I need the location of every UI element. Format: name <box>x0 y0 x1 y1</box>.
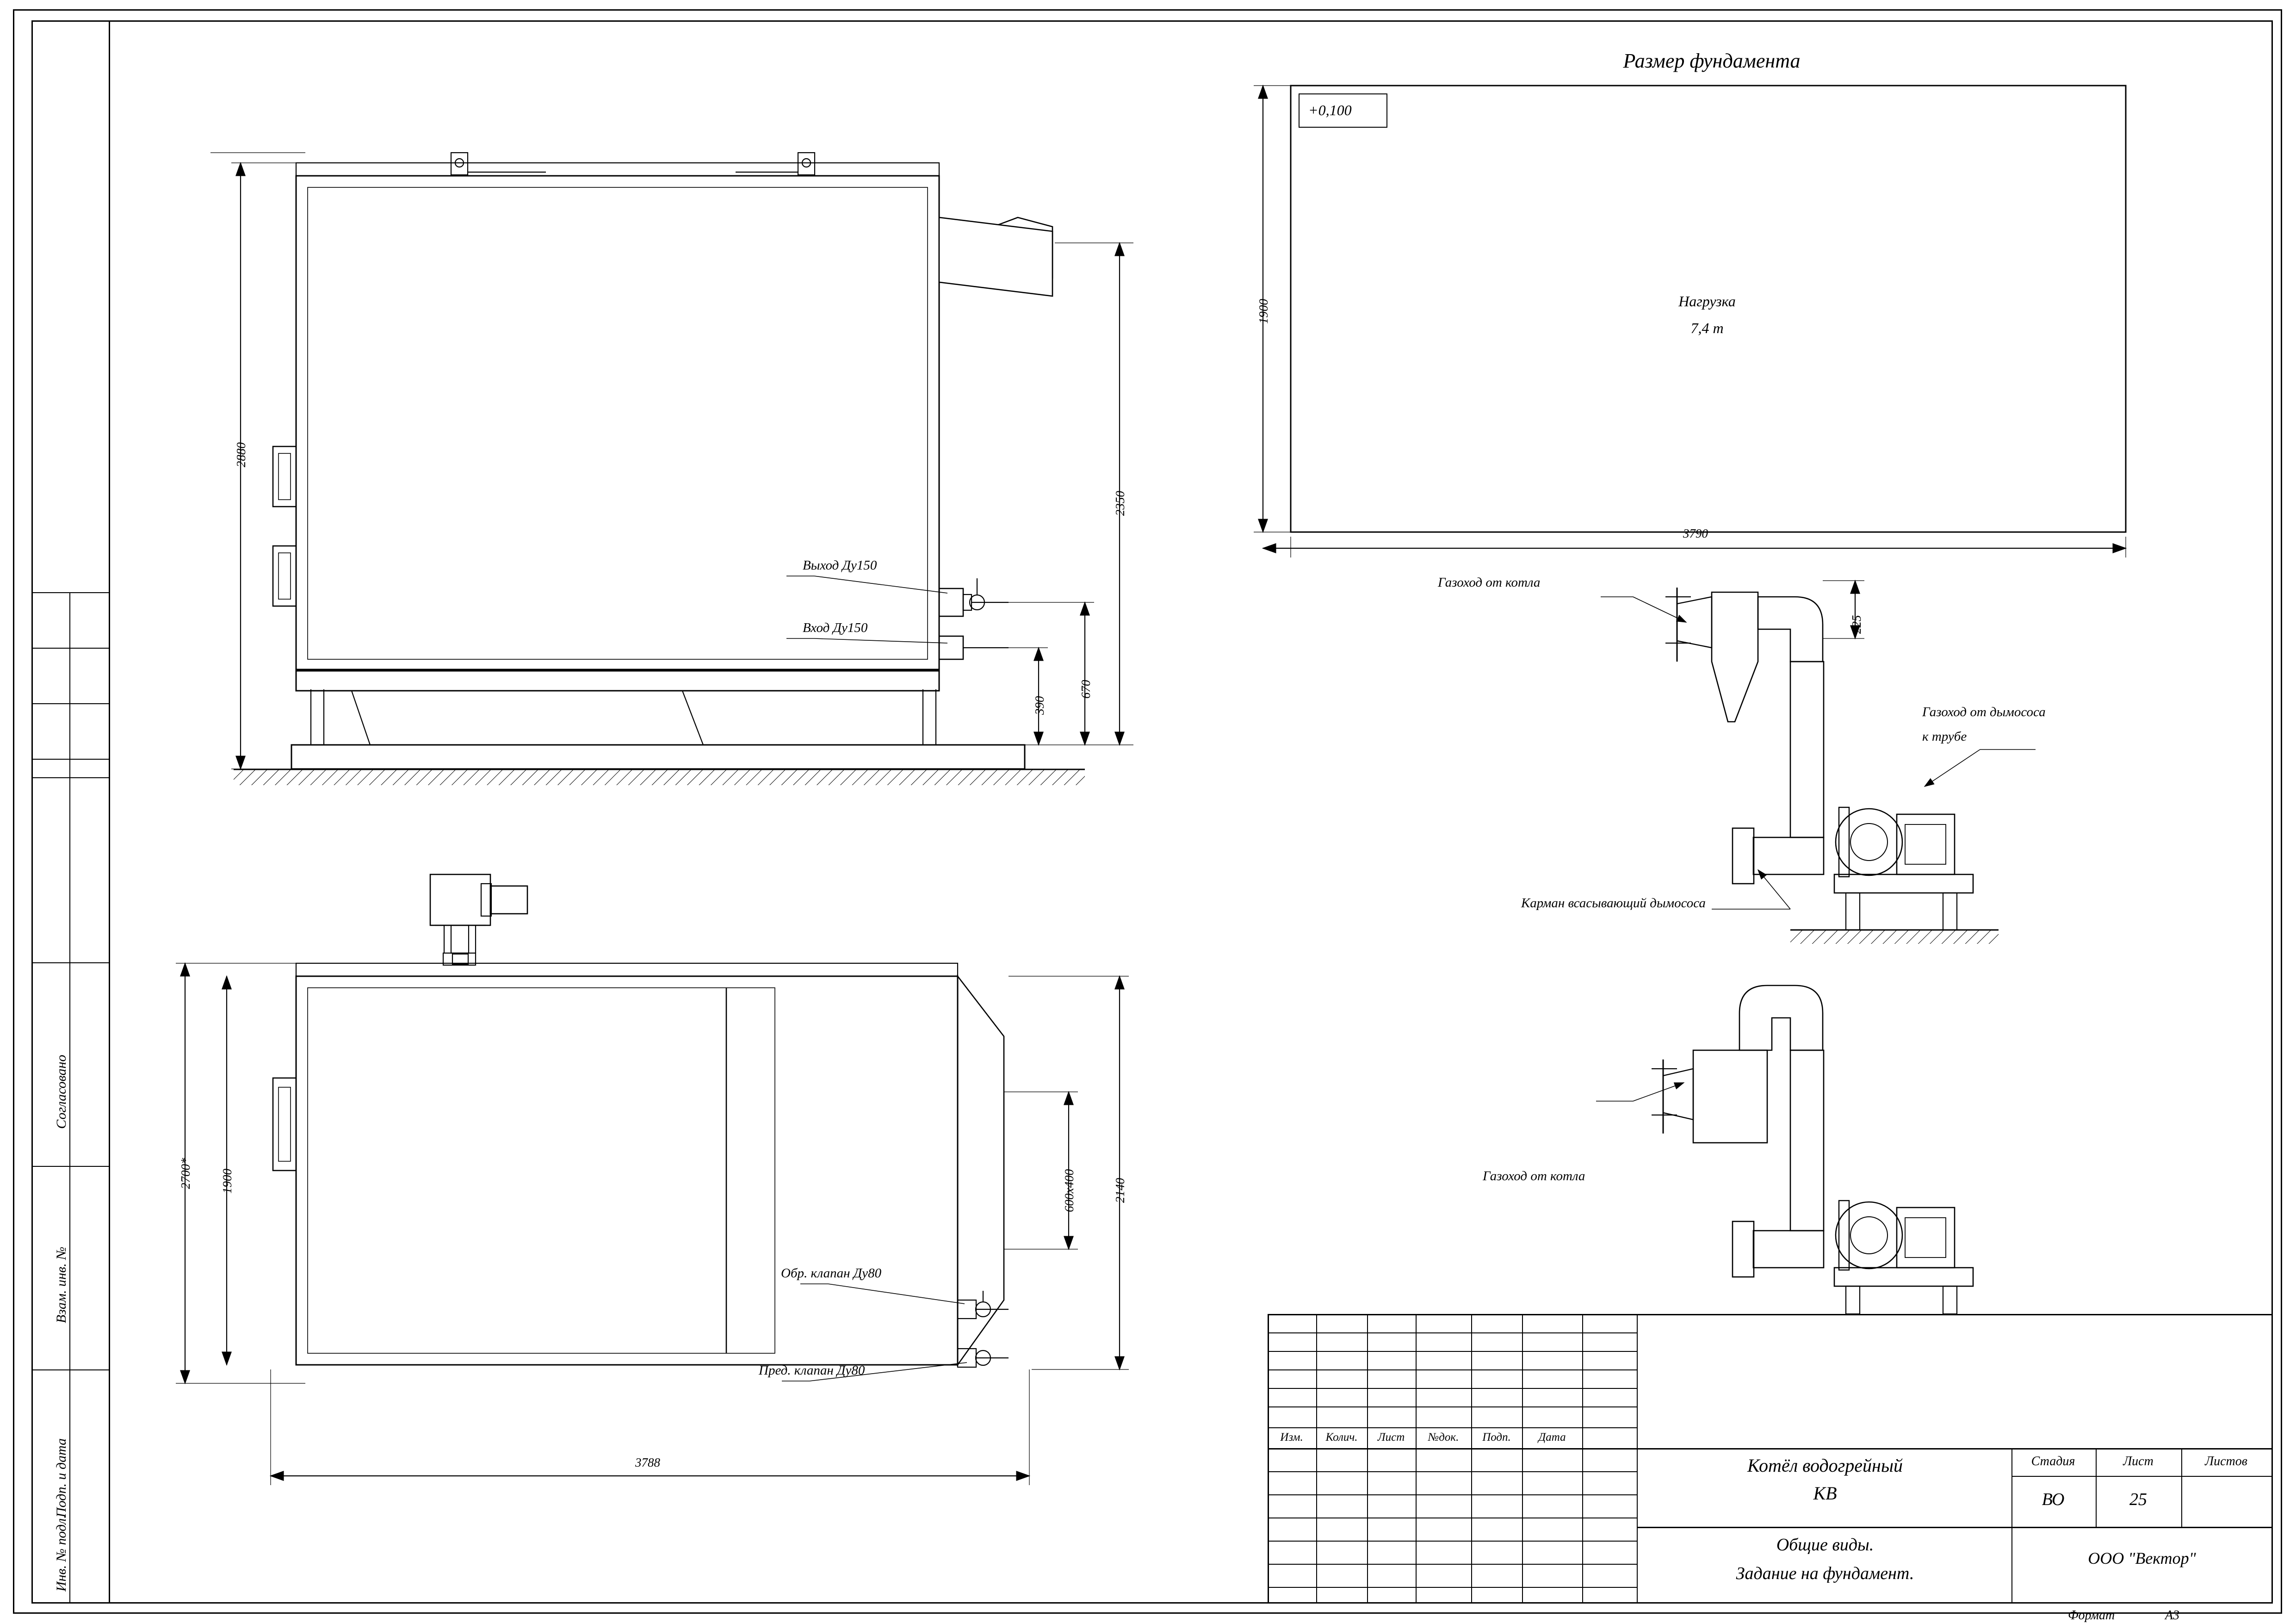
revision-table-col <box>1367 1314 1368 1604</box>
drawing-subtitle-line1: Общие виды. <box>1776 1535 1874 1555</box>
revision-header-ndok: №док. <box>1428 1431 1459 1443</box>
elevation-mark: +0,100 <box>1308 102 1352 118</box>
left-margin-label-soglasovano: Согласовано <box>54 1054 69 1129</box>
stage-value: ВО <box>2042 1490 2065 1509</box>
revision-table-row <box>1268 1471 1638 1472</box>
foundation-width-dim: 3790 <box>1683 527 1708 540</box>
front-view-overall-height-dim: 2700* <box>179 1158 192 1189</box>
revision-table-row <box>1268 1494 1638 1495</box>
revision-table-row <box>1268 1427 1638 1428</box>
sheets-header: Листов <box>2205 1454 2247 1468</box>
left-margin-label-inv: Инв. № подл. <box>54 1515 69 1592</box>
revision-header-podp: Подп. <box>1482 1431 1511 1443</box>
left-margin-subdivider <box>69 759 70 1604</box>
foundation-height-dim: 1900 <box>1256 299 1270 324</box>
title-block-divider <box>1638 1448 2273 1450</box>
left-margin-divider <box>31 1166 110 1167</box>
front-view-cone-dim: 2140 <box>1113 1178 1127 1203</box>
revision-header-izm: Изм. <box>1280 1431 1303 1443</box>
revision-table-row-headers <box>1268 1448 1638 1450</box>
revision-table-col <box>1582 1314 1583 1604</box>
revision-table-col <box>1416 1314 1417 1604</box>
format-value: А3 <box>2165 1608 2180 1623</box>
revision-header-kolich: Колич. <box>1325 1431 1358 1443</box>
title-block-divider <box>2011 1448 2012 1604</box>
left-margin-grid-line <box>31 592 110 593</box>
left-margin-grid-line <box>31 777 110 778</box>
flue-upper-to-chimney-label-2: к трубе <box>1922 729 1967 744</box>
side-view-inlet-height-dim: 390 <box>1033 696 1046 715</box>
flue-upper-pocket-label: Карман всасывающий дымососа <box>1521 896 1706 911</box>
revision-table-row <box>1268 1369 1638 1370</box>
left-margin-label-podp: Подп. и дата <box>54 1438 69 1518</box>
left-margin-grid-line <box>69 592 70 759</box>
revision-header-data: Дата <box>1538 1431 1566 1443</box>
revision-table-col <box>1522 1314 1523 1604</box>
left-margin-label-vzam: Взам. инв. № <box>54 1246 69 1323</box>
foundation-load-value: 7,4 т <box>1690 320 1724 336</box>
front-view-body-height-dim: 1900 <box>220 1169 234 1194</box>
left-margin-divider <box>31 1369 110 1370</box>
title-block-divider <box>2096 1448 2097 1527</box>
sheet-header: Лист <box>2123 1454 2154 1468</box>
company-name: ООО "Вектор" <box>2088 1549 2196 1567</box>
revision-table-col <box>1471 1314 1472 1604</box>
title-block-divider <box>2181 1448 2182 1527</box>
check-valve-label: Обр. клапан Ду80 <box>781 1266 882 1281</box>
flue-lower-from-boiler-label: Газоход от котла <box>1483 1169 1585 1183</box>
left-margin-divider <box>31 759 110 760</box>
foundation-load-label: Нагрузка <box>1678 293 1736 310</box>
flue-upper-to-chimney-label-1: Газоход от дымососа <box>1922 705 2046 719</box>
drawing-subtitle-line2: Задание на фундамент. <box>1736 1564 1914 1583</box>
revision-table-row <box>1268 1406 1638 1407</box>
front-view-flange-dim: 600х400 <box>1062 1169 1076 1212</box>
flue-upper-from-boiler-label: Газоход от котла <box>1438 575 1541 590</box>
side-view-outlet-height-dim: 670 <box>1079 680 1093 699</box>
left-margin-divider <box>31 962 110 963</box>
format-label: Формат <box>2068 1608 2115 1623</box>
title-block-divider <box>2011 1476 2273 1477</box>
side-view-height-dim: 2880 <box>234 442 248 467</box>
stage-header: Стадия <box>2031 1454 2075 1468</box>
revision-table-col <box>1316 1314 1317 1604</box>
safety-valve-label: Пред. клапан Ду80 <box>759 1363 865 1378</box>
revision-header-list: Лист <box>1377 1431 1405 1443</box>
revision-table-row <box>1268 1332 1638 1333</box>
revision-table-row <box>1268 1388 1638 1389</box>
revision-table-row <box>1268 1541 1638 1542</box>
drawing-title-line1: Котёл водогрейный <box>1747 1455 1903 1476</box>
foundation-title: Размер фундамента <box>1623 50 1801 72</box>
sheet-value: 25 <box>2129 1490 2147 1509</box>
inlet-label: Вход Ду150 <box>803 620 868 635</box>
flue-upper-offset-dim: 225 <box>1850 615 1863 634</box>
left-margin-column <box>31 20 110 1604</box>
revision-table-row <box>1268 1587 1638 1588</box>
title-block-divider <box>1638 1527 2273 1528</box>
revision-table-row <box>1268 1351 1638 1352</box>
outlet-label: Выход Ду150 <box>803 558 877 573</box>
side-view-stack-height-dim: 2350 <box>1113 491 1127 516</box>
revision-table-row <box>1268 1564 1638 1565</box>
left-margin-grid-line <box>31 648 110 649</box>
left-margin-grid-line <box>31 703 110 704</box>
front-view-length-dim: 3788 <box>635 1456 660 1469</box>
drawing-title-line2: КВ <box>1813 1483 1837 1504</box>
